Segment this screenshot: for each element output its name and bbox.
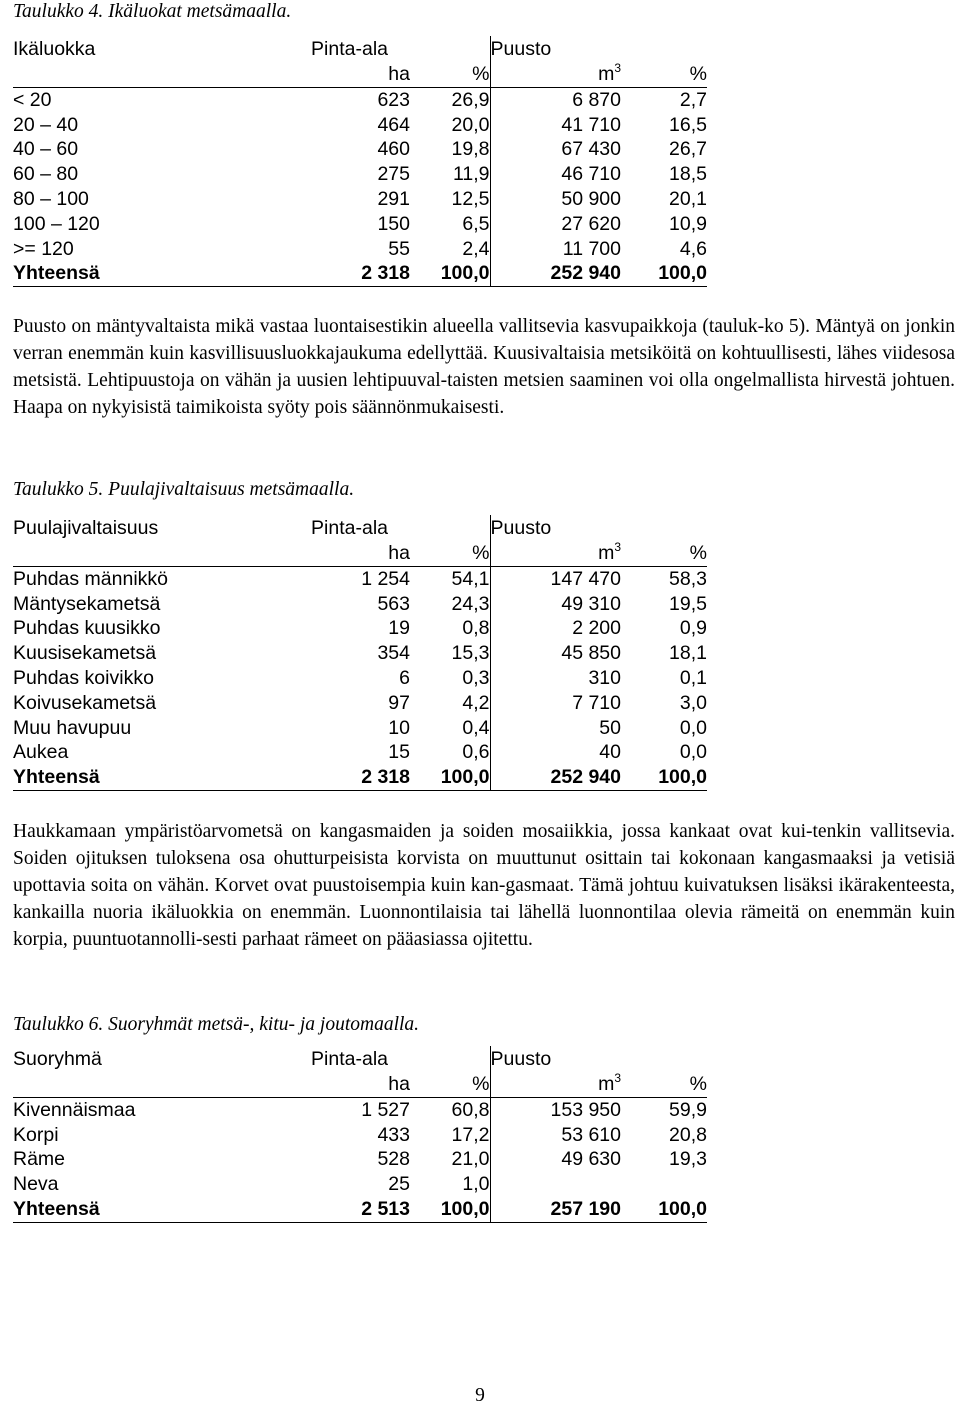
total-area-ha: 2 513 [273, 1197, 410, 1222]
volume-percent: 3,0 [679, 691, 707, 714]
total-volume-m3: 252 940 [490, 261, 621, 286]
area-percent: 19,8 [410, 137, 490, 162]
unit-ha: ha [273, 541, 410, 566]
row-label: 20 – 40 [13, 113, 79, 136]
table-row [13, 592, 707, 617]
row-label: Koivusekametsä [13, 691, 157, 714]
volume-m3: 53 610 [561, 1123, 621, 1146]
table6-body [13, 1046, 707, 1222]
volume-percent: 16,5 [669, 113, 707, 136]
area-ha: 433 [377, 1123, 410, 1146]
area-ha: 291 [377, 187, 410, 210]
unit-area-percent: % [410, 541, 490, 566]
volume-m3: 7 710 [572, 691, 621, 714]
volume-percent: 20,1 [669, 187, 707, 210]
area-ha: 10 [388, 716, 410, 739]
paragraph-1: Puusto on mäntyvaltaista mikä vastaa luontaisestikin alueella vallitsevia kasvupaikkoja (tauluk-ko 5). Mäntyä on jonkin verran enemmän kuin kasvillisuusluokkajaukuma edellyttää. Kuusivaltaisia metsiköitä on kohtuullisesti, lähes viidesosa metsistä. Lehtipuustoja on vähän ja uusien lehtipuuval-taisten metsien saaminen voi olla ongelmallista hirvestä johtuen. Haapa on nykyisistä taimikoista syöty pois säännönmukaisesti. [13, 316, 955, 418]
table6 [13, 1046, 707, 1223]
row-label: Aukea [13, 741, 69, 764]
page-number: 9 [475, 1385, 485, 1406]
area-ha: 25 [388, 1173, 410, 1196]
table6-caption: Taulukko 6. Suoryhmät metsä-, kitu- ja joutomaalla. [13, 1014, 420, 1035]
row-label: >= 120 [13, 237, 74, 260]
row-label: Muu havupuu [13, 716, 132, 739]
table-row [13, 666, 707, 691]
volume-percent: 19,3 [669, 1148, 707, 1171]
table5 [13, 515, 707, 791]
total-row-label: Yhteensä [13, 1197, 273, 1222]
volume-percent: 2,7 [679, 88, 707, 111]
units-spacer [13, 62, 273, 87]
volume-m3: 41 710 [561, 113, 621, 136]
table-row [13, 691, 707, 716]
area-percent: 54,1 [410, 566, 490, 591]
unit-m3-base: m [598, 1073, 615, 1095]
table-row [13, 1123, 707, 1148]
total-area-percent: 100,0 [410, 1197, 490, 1222]
unit-m3-base: m [598, 63, 615, 85]
table-units-row [13, 1072, 707, 1097]
area-percent: 0,3 [410, 666, 490, 691]
table-row [13, 1097, 707, 1122]
total-volume-percent: 100,0 [621, 765, 707, 790]
table4-caption: Taulukko 4. Ikäluokat metsämaalla. [13, 1, 292, 22]
total-area-ha: 2 318 [273, 261, 410, 286]
area-ha: 460 [377, 138, 410, 161]
volume-m3: 147 470 [550, 567, 621, 590]
area-percent: 24,3 [410, 592, 490, 617]
table-total-row [13, 1197, 707, 1222]
column-header-volume: Puusto [490, 1048, 552, 1070]
table4 [13, 36, 707, 287]
table-row [13, 740, 707, 765]
area-ha: 97 [388, 691, 410, 714]
volume-percent: 10,9 [669, 212, 707, 235]
area-percent: 6,5 [410, 212, 490, 237]
column-header-area: Pinta-ala [311, 1048, 388, 1070]
volume-m3 [490, 1172, 621, 1197]
unit-volume-percent: % [621, 62, 707, 87]
unit-ha: ha [273, 62, 410, 87]
total-volume-m3: 257 190 [490, 1197, 621, 1222]
column-header-category: Suoryhmä [13, 1048, 102, 1070]
table-row [13, 566, 707, 591]
paragraph-2: Haukkamaan ympäristöarvometsä on kangasmaiden ja soiden mosaiikkia, jossa kankaat ovat kui-tenkin vallitsevia. Soiden ojituksen tuloksena osa ohutturpeisista korvista on muuttunut osittain tai kokonaan kangasmaaksi ja vetisiä upottavia soita on vähän. Korvet ovat puustoisempia kuin kan-gasmaat. Tämä johtuu kuivatuksen lisäksi ikärakenteesta, kankailla nuoria ikäluokkia on enemmän. Luonnontilaisia tai lähellä luonnontilaa olevia rämeitä on enemmän kuin korpia, puuntuotannolli-sesti parhaat rämeet on pääasiassa ojitettu. [13, 821, 955, 950]
volume-percent: 0,0 [679, 741, 707, 764]
unit-area-percent: % [410, 62, 490, 87]
table-row [13, 137, 707, 162]
table-header-row [13, 36, 707, 62]
unit-volume-percent: % [621, 1072, 707, 1097]
row-label: Neva [13, 1173, 59, 1196]
row-label: Korpi [13, 1123, 59, 1146]
column-header-spacer [410, 1046, 490, 1072]
units-spacer [13, 1072, 273, 1097]
total-area-percent: 100,0 [410, 765, 490, 790]
volume-m3: 6 870 [572, 88, 621, 111]
table5-body [13, 515, 707, 790]
area-percent: 1,0 [410, 1172, 490, 1197]
volume-percent [621, 1172, 707, 1197]
unit-m3-exponent: 3 [614, 539, 621, 554]
table4-body [13, 36, 707, 287]
table-units-row [13, 62, 707, 87]
row-label: 100 – 120 [13, 212, 100, 235]
area-percent: 12,5 [410, 187, 490, 212]
volume-m3: 27 620 [561, 212, 621, 235]
table-row [13, 616, 707, 641]
total-row-label: Yhteensä [13, 765, 273, 790]
area-percent: 20,0 [410, 113, 490, 138]
area-ha: 55 [388, 237, 410, 260]
row-label: Kivennäismaa [13, 1098, 136, 1121]
unit-m3-base: m [598, 542, 615, 564]
table5-caption: Taulukko 5. Puulajivaltaisuus metsämaalla. [13, 479, 355, 500]
volume-m3: 49 310 [561, 592, 621, 615]
row-label: Mäntysekametsä [13, 592, 161, 615]
area-ha: 623 [377, 88, 410, 111]
area-percent: 2,4 [410, 237, 490, 262]
volume-percent: 59,9 [669, 1098, 707, 1121]
area-percent: 15,3 [410, 641, 490, 666]
unit-m3-exponent: 3 [614, 60, 621, 75]
units-spacer [13, 541, 273, 566]
volume-m3: 46 710 [561, 163, 621, 186]
area-ha: 464 [377, 113, 410, 136]
unit-ha: ha [273, 1072, 410, 1097]
table-row [13, 1172, 707, 1197]
area-percent: 0,8 [410, 616, 490, 641]
total-volume-percent: 100,0 [621, 1197, 707, 1222]
volume-m3: 11 700 [562, 237, 621, 260]
column-header-category: Ikäluokka [13, 38, 96, 60]
area-percent: 17,2 [410, 1123, 490, 1148]
column-header-area: Pinta-ala [311, 38, 388, 60]
column-header-area: Pinta-ala [311, 517, 388, 539]
unit-volume-percent: % [621, 541, 707, 566]
column-header-volume: Puusto [490, 517, 552, 539]
volume-m3: 2 200 [572, 617, 621, 640]
volume-percent: 18,5 [669, 163, 707, 186]
unit-m3-exponent: 3 [614, 1070, 621, 1085]
volume-percent: 4,6 [679, 237, 707, 260]
table-row [13, 162, 707, 187]
area-ha: 1 527 [361, 1098, 410, 1121]
table-row [13, 212, 707, 237]
table-units-row [13, 541, 707, 566]
volume-percent: 26,7 [669, 138, 707, 161]
volume-percent: 58,3 [669, 567, 707, 590]
column-header-category: Puulajivaltaisuus [13, 517, 159, 539]
table-row [13, 641, 707, 666]
area-ha: 6 [399, 666, 410, 689]
area-percent: 0,6 [410, 740, 490, 765]
total-area-ha: 2 318 [273, 765, 410, 790]
table-total-row [13, 765, 707, 790]
volume-percent: 18,1 [669, 642, 707, 665]
row-label: 80 – 100 [13, 187, 89, 210]
volume-m3: 310 [588, 666, 621, 689]
area-percent: 26,9 [410, 87, 490, 112]
volume-m3: 49 630 [561, 1148, 621, 1171]
volume-m3: 67 430 [561, 138, 621, 161]
row-label: < 20 [13, 88, 52, 111]
area-ha: 354 [377, 642, 410, 665]
row-label: Puhdas männikkö [13, 567, 169, 590]
volume-m3: 50 [599, 716, 621, 739]
unit-area-percent: % [410, 1072, 490, 1097]
area-ha: 275 [377, 163, 410, 186]
volume-m3: 45 850 [561, 642, 621, 665]
volume-percent: 20,8 [669, 1123, 707, 1146]
table-row [13, 716, 707, 741]
area-ha: 150 [377, 212, 410, 235]
area-ha: 563 [377, 592, 410, 615]
area-percent: 4,2 [410, 691, 490, 716]
row-label: Puhdas koivikko [13, 666, 154, 689]
row-label: Puhdas kuusikko [13, 617, 161, 640]
area-percent: 0,4 [410, 716, 490, 741]
table-row [13, 113, 707, 138]
volume-percent: 0,1 [679, 666, 707, 689]
column-header-spacer [410, 515, 490, 541]
table-row [13, 87, 707, 112]
volume-percent: 0,9 [679, 617, 707, 640]
area-percent: 60,8 [410, 1097, 490, 1122]
volume-m3: 153 950 [550, 1098, 621, 1121]
volume-m3: 50 900 [561, 187, 621, 210]
volume-percent: 0,0 [679, 716, 707, 739]
table-row [13, 187, 707, 212]
area-ha: 15 [388, 741, 410, 764]
volume-m3: 40 [599, 741, 621, 764]
row-label: Kuusisekametsä [13, 642, 157, 665]
unit-m3 [490, 62, 621, 87]
area-percent: 11,9 [410, 162, 490, 187]
area-ha: 1 254 [361, 567, 410, 590]
area-ha: 19 [388, 617, 410, 640]
total-volume-m3: 252 940 [490, 765, 621, 790]
total-row-label: Yhteensä [13, 261, 273, 286]
table-header-row [13, 1046, 707, 1072]
table-row [13, 237, 707, 262]
table-total-row [13, 261, 707, 286]
unit-m3 [490, 541, 621, 566]
row-label: Räme [13, 1148, 66, 1171]
column-header-spacer [410, 36, 490, 62]
volume-percent: 19,5 [669, 592, 707, 615]
table-row [13, 1147, 707, 1172]
row-label: 60 – 80 [13, 163, 79, 186]
total-area-percent: 100,0 [410, 261, 490, 286]
area-percent: 21,0 [410, 1147, 490, 1172]
row-label: 40 – 60 [13, 138, 79, 161]
total-volume-percent: 100,0 [621, 261, 707, 286]
unit-m3 [490, 1072, 621, 1097]
table-header-row [13, 515, 707, 541]
area-ha: 528 [377, 1148, 410, 1171]
column-header-volume: Puusto [490, 38, 552, 60]
